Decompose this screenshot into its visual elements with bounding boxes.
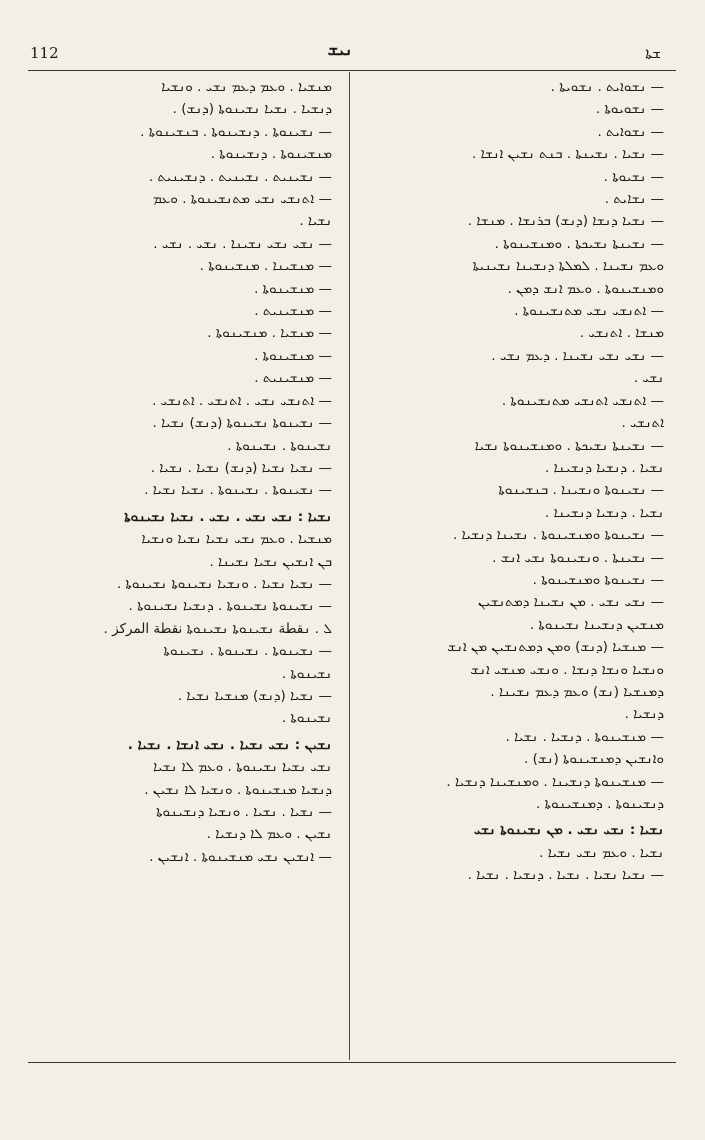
dictionary-line: ܕܢܫܝܐ . bbox=[624, 706, 664, 723]
dictionary-line: ܢܫܝܐ . ܕܢܫܝܐ ܕܢܫܝܢܐ . bbox=[545, 504, 664, 521]
footer-rule bbox=[28, 1062, 676, 1063]
dictionary-line: — ܡܢܫܝܢܘܬܐ . bbox=[254, 280, 332, 297]
dictionary-line: — ܢܫܝܐ ܢܫܝܐ . ܢܫܝܐ . ܕܢܫܝܐ . ܢܫܝܐ . bbox=[467, 867, 664, 884]
page-number: 112 bbox=[30, 44, 59, 62]
dictionary-line: ܕܢܫܝܐ ܡܢܫܝܢܘܬܐ . ܘܢܫܝܐ ܠܐ ܢܫܝܢ . bbox=[144, 781, 332, 798]
dictionary-line: ܢܫܝ . bbox=[633, 370, 664, 387]
running-title: ܢܝܫ bbox=[327, 40, 353, 59]
dictionary-line: — ܢܫܐܝܬ . bbox=[604, 191, 664, 208]
dictionary-line: — ܐܬܢܫܝ ܐܬܢܫܝ ܡܬܢܫܝܢܘܬܐ . bbox=[501, 392, 664, 409]
dictionary-line: ܕܢܫܝܢܘܬܐ . ܕܡܢܫܝܢܘܬܐ . bbox=[536, 796, 664, 812]
dictionary-line: ܘܢܫܝܐ ܘܢܫܐ ܕܢܫܐ . ܘܢܫܝ ܡܢܫܝ ܐܢܫ bbox=[470, 661, 664, 678]
dictionary-line: — ܐܬܢܫܝ ܢܫܝ ܡܬܢܫܝܢܘܬܐ . ܘܥܡ bbox=[152, 191, 332, 208]
dictionary-line: ܘܥܡ ܢܫܝܢܐ . ܠܡܠܬܐ ܕܢܫܝܢܐ ܢܫܝܢܝܬܐ bbox=[472, 258, 664, 275]
dictionary-line: ܢܫܝܢ . ܘܥܡ ܠܐ ܕܢܫܝܐ . bbox=[206, 826, 332, 843]
dictionary-line: ܡܢܫܐ . ܐܬܢܫܝ . bbox=[579, 325, 664, 342]
dictionary-line: — ܡܢܫܝܢܝܬ . bbox=[254, 370, 332, 387]
page-header bbox=[0, 0, 705, 70]
dictionary-line: ܢܫܝܢܘܬܐ . ܢܫܝܢܘܬܐ . bbox=[227, 437, 332, 454]
dictionary-line: — ܡܢܫܝܢܐ . ܡܢܫܝܢܘܬܐ . bbox=[199, 258, 332, 275]
dictionary-line: — ܡܢܫܝܢܘܬܐ ܕܢܫܝܢܐ . ܘܡܢܫܝܢܐ ܕܢܫܝܐ . bbox=[446, 773, 664, 790]
header-rule bbox=[28, 70, 676, 71]
dictionary-line: — ܢܫܝ ܢܫܝ ܢܫܝܢܐ . ܢܫܝ . ܢܫܝ . bbox=[153, 235, 332, 252]
dictionary-line: — ܢܫܝܢܘܬܐ ܘܡܢܫܝܢܘܬܐ . ܢܫܝܢܐ ܕܢܫܝܐ . bbox=[453, 527, 664, 544]
dictionary-line: ܢܫܝܢܘܬܐ . bbox=[281, 665, 332, 682]
dictionary-line: ܡܢܫܝܐ . ܘܥܡ ܕܥܡ ܢܫܝ . ܘܢܫܝܐ bbox=[161, 79, 332, 95]
dictionary-line: — ܢܫܝܐ ܢܫܝܐ . ܘܢܫܝܐ ܢܫܝܢܘܬܐ ܢܫܝܢܘܬܐ . bbox=[116, 575, 332, 592]
dictionary-line: ܢܫܝܐ . bbox=[299, 213, 332, 230]
catchword: ܫܬܐ bbox=[645, 44, 661, 62]
dictionary-line: — ܢܫܝܐ ܢܫܝܐ (ܕܢܫ) ܢܫܝܐ . ܢܫܝܐ . bbox=[150, 459, 332, 476]
dictionary-line: ܢܫܝܐ . ܕܢܫܝܐ ܕܢܫܝܢܐ . bbox=[545, 459, 664, 476]
page-bottom-margin bbox=[0, 1064, 705, 1140]
dictionary-line: — ܢܫܘܐܝܬ . ܢܫܘܝܬܐ . bbox=[550, 79, 664, 95]
dictionary-line: — ܢܫܝܢܬܐ . ܘܢܫܝܢܘܬܐ ܢܫܝ ܐܢܫ . bbox=[492, 549, 664, 566]
dictionary-line: ܢܫܝܢ : ܢܫܝ ܢܫܝܐ . ܢܫܝ ܐܢܫܐ . ܢܫܝܐ . bbox=[127, 736, 332, 753]
dictionary-line: ܢܫܝ ܢܫܝܐ ܢܫܝܢܘܬܐ . ܘܥܡ ܠܐ ܢܫܝܐ bbox=[153, 759, 332, 776]
dictionary-line: — ܢܫܝ ܢܫܝ . ܡܢ ܢܫܝܢܐ ܕܡܬܢܫܝܢ bbox=[478, 594, 664, 611]
dictionary-line: ܐܬܢܫܝ . bbox=[621, 415, 664, 432]
dictionary-line: — ܢܫܝܢܘܬܐ . ܢܫܝܢܘܬܐ . ܢܫܝܢܘܬܐ bbox=[163, 643, 332, 660]
dictionary-line: ܡܢܫܝܢ ܕܢܫܝܢܐ ܢܫܝܢܘܬܐ . bbox=[529, 616, 664, 633]
dictionary-line: ܢܫܝܐ : ܢܫܝ ܢܫܝ . ܡܢ ܢܫܝܢܘܬܐ ܢܫܝ bbox=[474, 822, 664, 839]
dictionary-line: — ܡܢܫܝܢܝܬ . bbox=[254, 303, 332, 320]
left-column bbox=[32, 76, 332, 868]
dictionary-line: — ܢܫܝܢܝܬ . ܢܫܝܢܝܬ . ܕܢܫܝܢܝܬ . bbox=[148, 168, 332, 185]
dictionary-line: ܕܡܢܫܝܐ (ܢܫ) ܘܥܡ ܕܥܡ ܢܫܝܢܐ . bbox=[490, 683, 664, 700]
dictionary-line: — ܢܫܝܐ . ܢܫܝܢܬܐ . ܒܢܬ ܢܫܝܢ ܐܢܫܐ . bbox=[472, 146, 664, 163]
dictionary-line: — ܐܬܢܫܝ ܢܫܝ . ܐܬܢܫܝ . ܐܬܢܫܝ . bbox=[152, 392, 332, 409]
dictionary-line: ܢܫܝܐ : ܢܫܝ ܢܫܝ . ܢܫܝ . ܢܫܝܐ ܢܫܝܢܘܬܐ bbox=[124, 508, 332, 525]
dictionary-line: ܡܢܫܝܐ . ܘܥܡ ܢܫܝ ܢܫܝܐ ܢܫܝܐ ܘܢܫܝܐ bbox=[141, 531, 332, 548]
dictionary-line: — ܢܫܝܢܘܬܐ . ܢܫܝܢܘܬܐ . ܢܫܝܐ ܢܫܝܐ . bbox=[144, 482, 332, 499]
dictionary-line: ܢܫܝܢܘܬܐ . bbox=[281, 710, 332, 727]
dictionary-line: — ܢܫܝܢܬܐ ܢܫܝܟܬܐ . ܘܡܢܫܝܢܘܬܐ . bbox=[494, 235, 664, 252]
dictionary-line: ܡܢܫܝܢܘܬܐ . ܕܢܫܝܢܘܬܐ . bbox=[210, 146, 332, 163]
dictionary-line: ܘܐܢܫܝܢ ܕܡܢܫܝܢܘܬܐ (ܢܫ) . bbox=[523, 751, 664, 768]
dictionary-line: — ܢܫܘܝܘܬܐ . bbox=[595, 101, 664, 118]
dictionary-line: — ܢܫܝܐ . ܢܫܝܐ . ܘܢܫܝܐ ܕܢܫܝܢܘܬܐ bbox=[156, 804, 332, 820]
dictionary-line: ܠ . ܢقطة ܢܫܝܢܘܬܐ ܢܫܝܢܘܬܐ نقطة المركز . bbox=[103, 620, 332, 637]
dictionary-line: — ܢܫܝܢܘܬܐ ܢܫܝܢܘܬܐ . ܕܢܫܝܐ ܢܫܝܢܘܬܐ . bbox=[128, 598, 332, 615]
dictionary-line: ܢܫܝܐ . ܘܥܡ ܢܫܝ ܢܫܝܐ . bbox=[539, 844, 664, 861]
dictionary-line: — ܡܢܫܝܐ (ܕܢܫ) ܘܡܢ ܕܡܬܢܫܝܢ ܡܢ ܐܢܫ bbox=[447, 639, 664, 656]
dictionary-line: — ܢܫܝܢܘܬܐ ܘܢܫܝܢܐ . ܒܢܫܝܢܘܬܐ bbox=[498, 482, 664, 499]
dictionary-line: — ܢܫܝܐ ܕܢܫܐ (ܕܢܫ) ܒܪܢܫܐ . ܡܢܫܐ . bbox=[467, 213, 664, 230]
dictionary-line: ܕܢܫܝܐ . ܢܫܝܐ ܢܫܝܢܘܬܐ (ܕܢܫ) . bbox=[172, 101, 332, 118]
right-column bbox=[364, 76, 664, 887]
column-divider bbox=[349, 72, 350, 1060]
dictionary-line: — ܢܫܝܢܘܬܐ ܢܫܝܢܘܬܐ (ܕܢܫ) ܢܫܝܐ . bbox=[152, 415, 332, 432]
dictionary-line: — ܐܢܫܝܢ ܢܫܝ ܡܢܫܝܢܘܬܐ . ܐܢܫܝܢ . bbox=[149, 848, 332, 865]
dictionary-line: — ܡܢܫܝܐ . ܡܢܫܝܢܘܬܐ . bbox=[207, 325, 332, 342]
dictionary-line: — ܢܫܝܢܘܬܐ ܘܡܢܫܝܢܘܬܐ . bbox=[532, 571, 664, 588]
dictionary-line: — ܢܫܘܐܝܬ . bbox=[597, 123, 664, 140]
dictionary-line: ܒܢ ܐܢܫܝܢ ܢܫܝܐ ܢܫܝܢܐ . bbox=[209, 553, 332, 570]
dictionary-line: ܘܡܢܫܝܢܘܬܐ . ܘܥܡ ܐܢܫ ܕܡܢ . bbox=[507, 280, 664, 297]
dictionary-line: — ܢܫܝ ܢܫܝ ܢܫܝܢܐ . ܕܥܡ ܢܫܝ . bbox=[491, 347, 664, 364]
dictionary-line: — ܢܫܝܘܬܐ . bbox=[603, 168, 664, 185]
dictionary-line: — ܢܫܝܢܘܬܐ . ܕܢܫܝܢܘܬܐ . ܒܢܫܝܢܘܬܐ . bbox=[140, 123, 332, 140]
dictionary-line: — ܐܬܢܫܝ ܢܫܝ ܡܬܢܫܝܢܘܬܐ . bbox=[514, 303, 664, 320]
dictionary-line: — ܡܢܫܝܢܘܬܐ . ܕܢܫܝܐ . ܢܫܝܐ . bbox=[505, 728, 664, 745]
dictionary-line: — ܢܫܝܢܬܐ ܢܫܝܟܬܐ . ܘܡܢܫܝܢܘܬܐ ܢܫܝܐ bbox=[474, 437, 664, 454]
dictionary-line: — ܢܫܝܐ (ܕܢܫ) ܡܢܫܝܐ ܢܫܝܐ . bbox=[177, 687, 332, 704]
dictionary-line: — ܡܢܫܝܢܘܬܐ . bbox=[254, 347, 332, 364]
